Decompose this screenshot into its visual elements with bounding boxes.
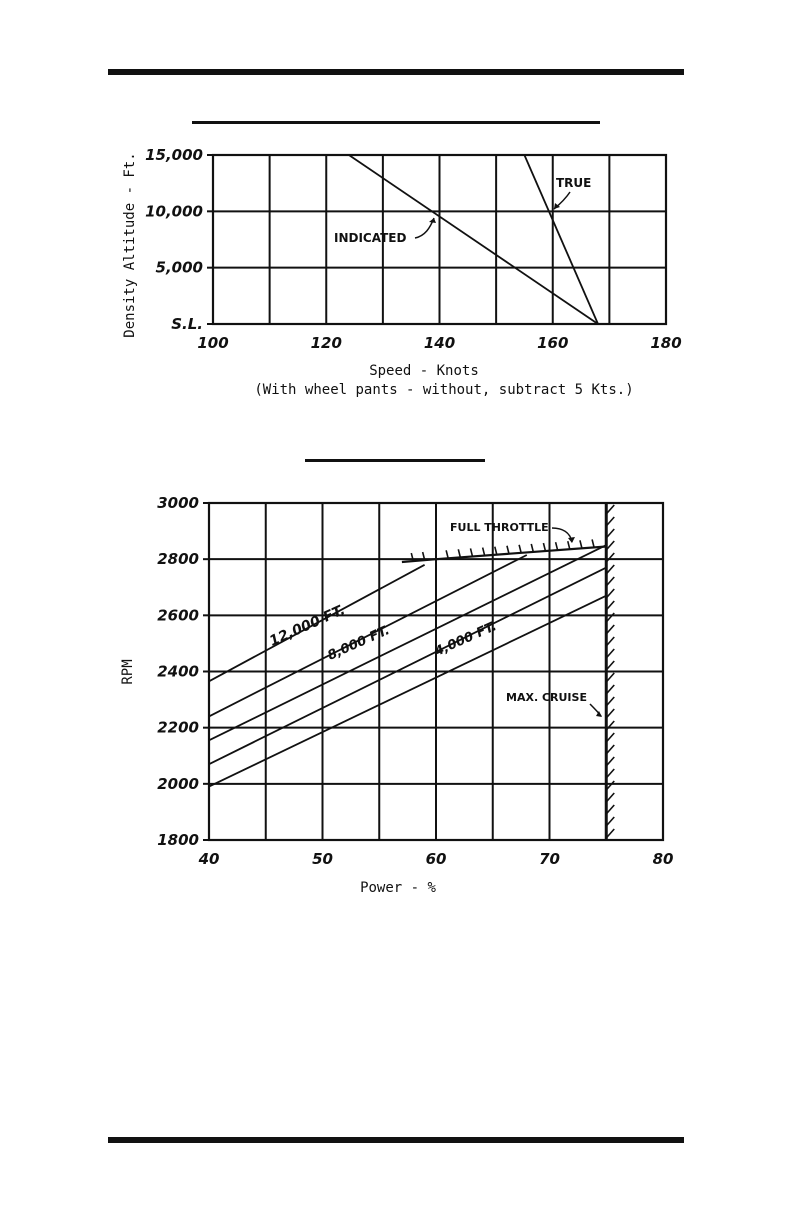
full-throttle-hatch xyxy=(580,540,582,548)
chart2-grid xyxy=(203,503,663,840)
y-tick-label: 2000 xyxy=(157,774,199,793)
y-tick-label: 2600 xyxy=(157,606,199,625)
full-throttle-hatch xyxy=(507,546,509,554)
x-tick-label: 80 xyxy=(652,850,674,868)
full-throttle-hatch xyxy=(446,550,448,558)
y-tick-label: 15,000 xyxy=(145,146,203,164)
chart1-x-axis-note: (With wheel pants - without, subtract 5 Kts.) xyxy=(254,382,634,398)
y-tick-label: 1800 xyxy=(157,831,199,849)
full-throttle-hatch xyxy=(458,549,460,557)
y-tick-label: 3000 xyxy=(157,494,199,512)
y-tick-label: 2800 xyxy=(157,550,199,569)
full-throttle-hatch xyxy=(495,547,497,555)
y-tick-label: S.L. xyxy=(171,315,203,333)
x-tick-label: 180 xyxy=(650,334,682,352)
y-tick-label: 5,000 xyxy=(155,258,203,277)
x-tick-label: 140 xyxy=(423,334,456,352)
full-throttle-hatch xyxy=(483,548,485,556)
x-tick-label: 100 xyxy=(197,334,229,352)
series-label-true: TRUE xyxy=(556,176,592,190)
full-throttle-hatch xyxy=(568,541,570,549)
x-tick-label: 70 xyxy=(539,850,560,868)
y-tick-label: 10,000 xyxy=(145,202,203,221)
series-label-12000ft: 12,000 FT. xyxy=(267,602,348,650)
series-label-4000ft: 4,000 FT. xyxy=(432,619,500,660)
x-tick-label: 40 xyxy=(198,850,220,868)
chart1-y-axis-label: Density Altitude - Ft. xyxy=(122,152,138,338)
series-label-indicated: INDICATED xyxy=(334,231,407,245)
full-throttle-pointer-arrow xyxy=(568,537,575,543)
full-throttle-hatch xyxy=(531,544,533,552)
chart2-y-axis-label: RPM xyxy=(120,659,136,685)
x-tick-label: 160 xyxy=(537,334,569,352)
x-tick-label: 60 xyxy=(425,850,447,868)
chart1-x-axis-label: Speed - Knots xyxy=(369,363,479,379)
full-throttle-hatch xyxy=(470,548,472,556)
full-throttle-hatch xyxy=(519,545,521,553)
x-tick-label: 50 xyxy=(312,850,333,868)
full-throttle-label: FULL THROTTLE xyxy=(450,521,549,534)
full-throttle-hatch xyxy=(556,542,558,550)
full-throttle-hatch xyxy=(543,543,545,551)
full-throttle-pointer xyxy=(552,528,572,542)
series-label-8000ft: 8,000 FT. xyxy=(325,623,393,664)
max-cruise-label: MAX. CRUISE xyxy=(506,691,587,704)
full-throttle-hatch xyxy=(592,539,594,547)
series-line-4-000-ft xyxy=(209,568,606,765)
chart2-x-axis-label: Power - % xyxy=(360,880,436,896)
y-tick-label: 2200 xyxy=(157,718,199,737)
y-tick-label: 2400 xyxy=(157,662,199,681)
x-tick-label: 120 xyxy=(310,334,342,352)
chart2-series xyxy=(209,545,606,787)
